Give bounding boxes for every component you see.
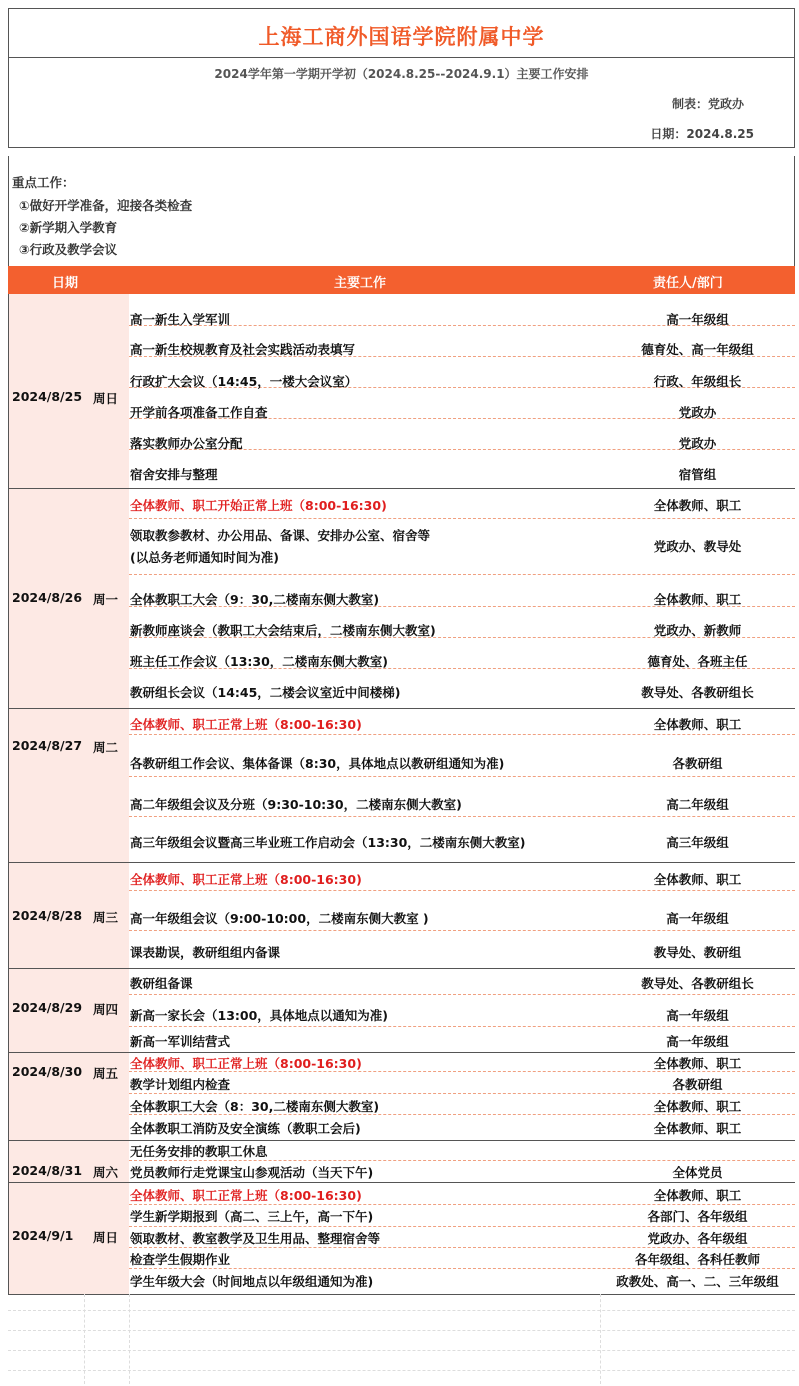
day-cell [8,294,129,488]
owner-text: 全体教师、职工 [653,498,742,513]
row-divider [129,518,795,519]
day-cell [8,708,129,862]
task-text: 行政扩大会议（14:45，一楼大会议室） [130,374,358,389]
day-date: 2024/8/25 [12,389,83,404]
task-text: 新高一家长会（13:00，具体地点以通知为准) [130,1008,389,1023]
date-label: 日期：2024.8.25 [650,127,754,141]
row-divider [129,574,795,575]
empty-grid-line [8,1310,795,1311]
task-text: 党员教师行走党课宝山参观活动（当天下午) [130,1165,374,1180]
empty-grid-column [600,1294,601,1384]
owner-text: 教导处、教研组 [653,945,742,960]
empty-grid-line [8,1350,795,1351]
day-divider [8,708,795,709]
task-text: 高三年级组会议暨高三毕业班工作启动会（13:30，二楼南东侧大教室) [130,835,526,850]
day-cell [8,862,129,968]
focus-item: ②新学期入学教育 [19,220,118,235]
page-subtitle: 2024学年第一学期开学初（2024.8.25--2024.9.1）主要工作安排 [214,67,589,81]
row-divider [129,1093,795,1094]
day-cell [8,968,129,1052]
task-text: 教学计划组内检查 [130,1077,231,1092]
owner-text: 党政办、教导处 [653,539,742,554]
owner-text: 高二年级组 [666,797,729,812]
row-divider [129,816,795,817]
day-cell [8,1052,129,1140]
day-date: 2024/8/31 [12,1163,83,1178]
task-text: 开学前各项准备工作自查 [130,405,268,420]
day-divider [8,1182,795,1183]
column-header-date: 日期 [52,276,79,291]
task-text: 各教研组工作会议、集体备课（8:30，具体地点以教研组通知为准) [130,756,505,771]
day-cell [8,1140,129,1182]
task-text: 全体教师、职工正常上班（8:00-16:30) [130,872,362,887]
owner-text: 高三年级组 [666,835,729,850]
day-cell [8,488,129,708]
owner-text: 德育处、各班主任 [647,654,748,669]
task-text: 全体教职工消防及安全演练（教职工会后) [130,1121,361,1136]
task-text: (以总务老师通知时间为准) [130,550,279,565]
column-header-task: 主要工作 [334,276,387,291]
owner-text: 全体教师、职工 [653,1188,742,1203]
day-divider [8,1052,795,1053]
task-text: 全体教师、职工正常上班（8:00-16:30) [130,1188,362,1203]
owner-text: 高一年级组 [666,911,729,926]
day-weekday: 周四 [93,1002,119,1017]
day-date: 2024/8/29 [12,1000,83,1015]
row-divider [129,776,795,777]
owner-text: 全体教师、职工 [653,872,742,887]
owner-text: 各年级组、各科任教师 [634,1252,760,1267]
owner-text: 各教研组 [672,756,723,771]
day-date: 2024/8/27 [12,738,83,753]
day-date: 2024/8/30 [12,1064,83,1079]
day-date: 2024/9/1 [12,1228,74,1243]
task-text: 高二年级组会议及分班（9:30-10:30，二楼南东侧大教室) [130,797,462,812]
row-divider [129,994,795,995]
page-title: 上海工商外国语学院附属中学 [258,25,545,49]
day-cell [8,1182,129,1294]
owner-text: 全体教师、职工 [653,1121,742,1136]
task-text: 学生年级大会（时间地点以年级组通知为准) [130,1274,374,1289]
task-text: 无任务安排的教职工休息 [130,1144,268,1159]
task-text: 全体教师、职工正常上班（8:00-16:30) [130,1056,362,1071]
task-text: 教研组备课 [130,976,193,991]
schedule-sheet [8,8,795,1289]
table-header [8,266,795,294]
empty-grid-column [129,1294,130,1384]
owner-text: 行政、年级组长 [653,374,742,389]
owner-text: 全体教师、职工 [653,1056,742,1071]
task-text: 高一新生校规教育及社会实践活动表填写 [130,342,356,357]
owner-text: 教导处、各教研组长 [641,976,754,991]
owner-text: 各部门、各年级组 [647,1209,748,1224]
row-divider [129,890,795,891]
title-divider [9,57,794,58]
day-weekday: 周五 [93,1066,119,1081]
task-text: 领取教参教材、办公用品、备课、安排办公室、宿舍等 [130,528,431,543]
day-weekday: 周三 [93,910,119,925]
owner-text: 全体教师、职工 [653,1099,742,1114]
owner-text: 全体党员 [672,1165,723,1180]
owner-text: 党政办 [678,436,717,451]
task-text: 高一年级组会议（9:00-10:00，二楼南东侧大教室 ) [130,911,429,926]
day-divider [8,488,795,489]
day-weekday: 周一 [93,592,119,607]
table-bottom-border [8,1294,795,1295]
row-divider [129,1160,795,1161]
row-divider [129,1268,795,1269]
row-divider [129,1026,795,1027]
focus-title: 重点工作： [12,175,75,190]
row-divider [129,930,795,931]
owner-text: 教导处、各教研组长 [641,685,754,700]
row-divider [129,1204,795,1205]
day-weekday: 周日 [93,1230,119,1245]
owner-text: 德育处、高一年级组 [641,342,754,357]
task-text: 全体教师、职工正常上班（8:00-16:30) [130,717,362,732]
focus-section [8,156,795,266]
empty-grid-column [84,1294,85,1384]
owner-text: 党政办、新教师 [653,623,742,638]
day-weekday: 周二 [93,740,119,755]
sheet-header [8,8,795,148]
owner-text: 高一年级组 [666,1008,729,1023]
task-text: 全体教职工大会（9：30,二楼南东侧大教室) [130,592,380,607]
maker-label: 制表：党政办 [671,97,744,111]
task-text: 班主任工作会议（13:30，二楼南东侧大教室) [130,654,389,669]
task-text: 教研组长会议（14:45，二楼会议室近中间楼梯) [130,685,401,700]
day-date: 2024/8/28 [12,908,83,923]
day-divider [8,862,795,863]
day-divider [8,968,795,969]
task-text: 学生新学期报到（高二、三上午，高一下午) [130,1209,374,1224]
day-weekday: 周六 [93,1165,119,1180]
column-header-owner: 责任人/部门 [653,276,723,291]
row-divider [129,1226,795,1227]
task-text: 宿舍安排与整理 [130,467,218,482]
owner-text: 党政办 [678,405,717,420]
owner-text: 高一年级组 [666,1034,729,1049]
empty-grid-line [8,1370,795,1371]
row-divider [129,1247,795,1248]
task-text: 检查学生假期作业 [130,1252,231,1267]
task-text: 全体教职工大会（8：30,二楼南东侧大教室) [130,1099,380,1114]
focus-item: ①做好开学准备，迎接各类检查 [19,198,193,213]
owner-text: 宿管组 [678,467,717,482]
owner-text: 全体教师、职工 [653,717,742,732]
task-text: 高一新生入学军训 [130,312,231,327]
task-text: 落实教师办公室分配 [130,436,243,451]
task-text: 领取教材、教室教学及卫生用品、整理宿舍等 [130,1231,381,1246]
task-text: 全体教师、职工开始正常上班（8:00-16:30) [130,498,387,513]
owner-text: 高一年级组 [666,312,729,327]
owner-text: 政教处、高一、二、三年级组 [616,1274,779,1289]
owner-text: 党政办、各年级组 [647,1231,748,1246]
row-divider [129,734,795,735]
day-date: 2024/8/26 [12,590,83,605]
day-weekday: 周日 [93,391,119,406]
focus-item: ③行政及教学会议 [19,242,118,257]
task-text: 新教师座谈会（教职工大会结束后，二楼南东侧大教室) [130,623,436,638]
day-divider [8,1140,795,1141]
empty-grid-line [8,1330,795,1331]
task-text: 新高一军训结营式 [130,1034,231,1049]
owner-text: 各教研组 [672,1077,723,1092]
task-text: 课表勘误，教研组组内备课 [130,945,281,960]
owner-text: 全体教师、职工 [653,592,742,607]
